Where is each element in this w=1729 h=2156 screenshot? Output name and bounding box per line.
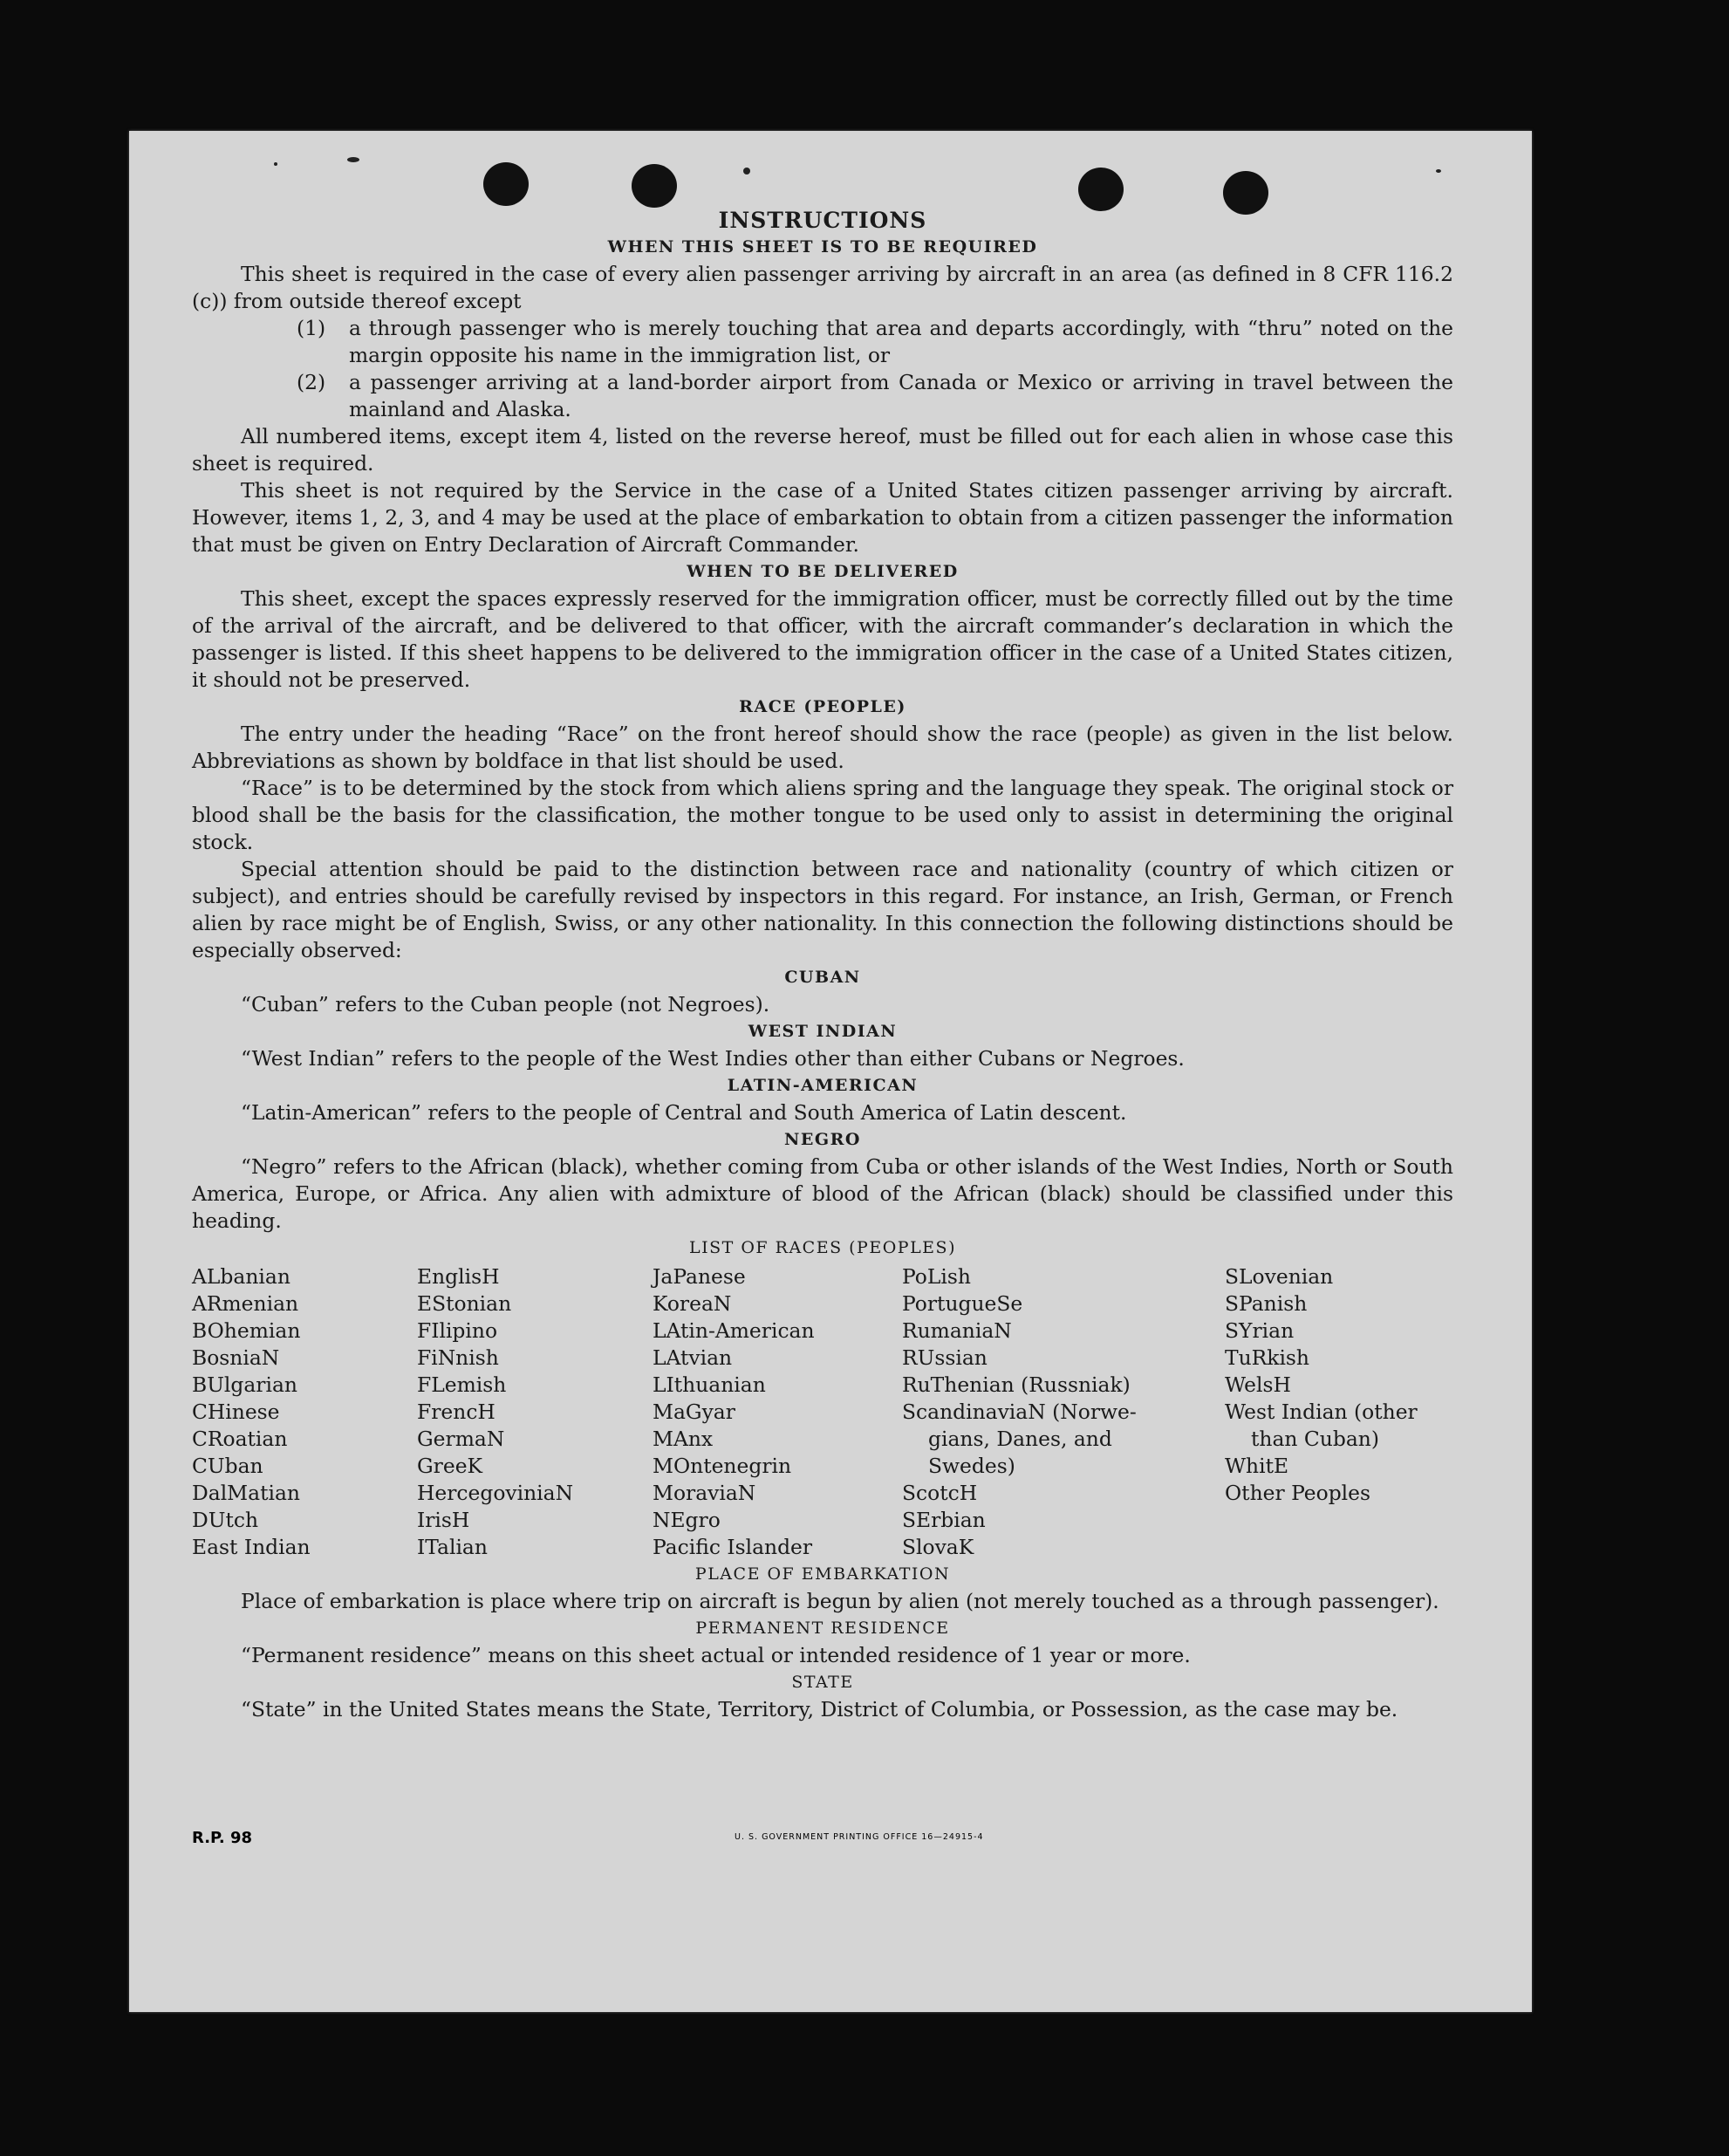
race-entry-continued: Swedes) [928,1454,1015,1478]
heading-list-of-races: LIST OF RACES (PEOPLES) [689,1238,956,1257]
heading-cuban: CUBAN [784,968,861,987]
race-entry: DalMatian [192,1481,300,1505]
punch-hole [483,162,529,206]
printer-imprint: U. S. GOVERNMENT PRINTING OFFICE 16—24915-4 [735,1832,984,1842]
race-entry: JaPanese [653,1264,746,1289]
permanent-residence-definition: “Permanent residence” means on this sheet actual or intended residence of 1 year or more. [241,1643,1191,1667]
race-entry: ITalian [417,1535,488,1559]
race-entry: LAtin-American [653,1318,815,1343]
race-entry: NEgro [653,1508,721,1532]
heading-place-of-embarkation: PLACE OF EMBARKATION [694,1564,951,1584]
races-column-3 [653,1263,902,1561]
race-entry: ALbanian [192,1264,290,1289]
heading-when-delivered: WHEN TO BE DELIVERED [687,562,959,581]
race-paragraph-3: Special attention should be paid to the distinction between race and nationality (country of which citizen or subject), and entries should be carefully revised by inspectors in this regard. For instance, an Irish, German, or French alien by race might be of English, Swiss, or any other nationality. In this connection the following distinctions should be especially observed: [192,857,1453,962]
race-entry: WelsH [1225,1372,1291,1397]
exception-text: a passenger arriving at a land-border airport from Canada or Mexico or arriving in travel between the mainland and Alaska. [349,370,1453,421]
race-entry: GreeK [417,1454,483,1478]
speck [743,168,750,175]
when-required-paragraph-3: This sheet is not required by the Service in the case of a United States citizen passenger arriving by aircraft. However, items 1, 2, 3, and 4 may be used at the place of embarkation to obtain from a citizen passenger the information that must be given on Entry Declaration of Aircraft Commander. [192,478,1453,557]
race-entry: BUlgarian [192,1372,297,1397]
race-entry: BosniaN [192,1345,280,1370]
race-entry: MoraviaN [653,1481,756,1505]
race-entry: WhitE [1225,1454,1289,1478]
race-entry-continued: gians, Danes, and [928,1427,1112,1451]
race-entry: SErbian [902,1508,986,1532]
heading-permanent-residence: PERMANENT RESIDENCE [695,1619,950,1638]
cuban-definition: “Cuban” refers to the Cuban people (not Negroes). [241,992,770,1016]
race-paragraph-1: The entry under the heading “Race” on the front hereof should show the race (people) as given in the list below. Abbreviations as shown by boldface in that list should be used. [192,722,1453,773]
race-entry: ScandinaviaN (Norwe- [902,1400,1137,1424]
race-entry: Pacific Islander [653,1535,813,1559]
race-paragraph-2: “Race” is to be determined by the stock from which aliens spring and the language they speak. The original stock or blood shall be the basis for the classification, the mother tongue to be used only to assist in determining the original stock. [192,776,1453,854]
race-entry: FLemish [417,1372,507,1397]
race-entry: FIlipino [417,1318,498,1343]
race-entry: MaGyar [653,1400,735,1424]
race-entry: KoreaN [653,1291,732,1316]
races-column-2 [417,1263,653,1561]
punch-hole [632,164,677,208]
race-entry: TuRkish [1225,1345,1310,1370]
heading-state: STATE [791,1673,854,1692]
speck [1436,169,1441,173]
race-entry: East Indian [192,1535,311,1559]
races-list [192,1263,1453,1561]
when-required-intro: This sheet is required in the case of every alien passenger arriving by aircraft in an area (as defined in 8 CFR 116.2 (c)) from outside thereof except [192,262,1453,313]
race-entry: FrencH [417,1400,495,1424]
page-title: INSTRUCTIONS [718,208,927,233]
race-entry: RuThenian (Russniak) [902,1372,1131,1397]
exception-item [192,315,1453,369]
race-entry: FiNnish [417,1345,499,1370]
punch-hole [1078,168,1124,211]
exception-text: a through passenger who is merely touching that area and departs accordingly, with “thru” noted on the margin opposite his name in the immigration list, or [349,316,1453,367]
west-indian-definition: “West Indian” refers to the people of the West Indies other than either Cubans or Negroes. [241,1046,1185,1071]
race-entry: MOntenegrin [653,1454,792,1478]
race-entry: SLovenian [1225,1264,1334,1289]
race-entry: MAnx [653,1427,714,1451]
exception-item [192,369,1453,423]
race-entry: LIthuanian [653,1372,766,1397]
race-entry-continued: than Cuban) [1251,1427,1379,1451]
heading-negro: NEGRO [784,1130,861,1149]
race-entry: CUban [192,1454,263,1478]
race-entry: CHinese [192,1400,280,1424]
state-definition: “State” in the United States means the State, Territory, District of Columbia, or Possession, as the case may be. [241,1697,1398,1721]
form-number: R.P. 98 [192,1829,253,1847]
race-entry: LAtvian [653,1345,733,1370]
when-required-paragraph-2: All numbered items, except item 4, listed on the reverse hereof, must be filled out for each alien in whose case this sheet is required. [192,424,1453,476]
race-entry: ScotcH [902,1481,978,1505]
race-entry: EStonian [417,1291,512,1316]
latin-american-definition: “Latin-American” refers to the people of Central and South America of Latin descent. [241,1100,1127,1125]
race-entry: SPanish [1225,1291,1308,1316]
race-entry: ARmenian [192,1291,299,1316]
race-entry: RUssian [902,1345,988,1370]
races-column-4 [902,1263,1225,1561]
race-entry: HercegoviniaN [417,1481,574,1505]
race-entry: PoLish [902,1264,971,1289]
heading-latin-american: LATIN-AMERICAN [727,1076,919,1095]
race-entry: West Indian (other [1225,1400,1418,1424]
when-delivered-paragraph: This sheet, except the spaces expressly reserved for the immigration officer, must be correctly filled out by the time of the arrival of the aircraft, and be delivered to that officer, with the aircraft commander’s declaration in which the passenger is listed. If this sheet happens to be delivered to the immigration officer in the case of a United States citizen, it should not be preserved. [192,586,1453,692]
place-of-embarkation-definition: Place of embarkation is place where trip on aircraft is begun by alien (not merely touched as a through passenger). [241,1589,1439,1613]
race-entry: GermaN [417,1427,505,1451]
races-column-5 [1225,1263,1452,1561]
race-entry: RumaniaN [902,1318,1012,1343]
instruction-sheet [129,131,1532,2012]
race-entry: IrisH [417,1508,470,1532]
instructions-content [192,208,1453,1723]
negro-definition: “Negro” refers to the African (black), whether coming from Cuba or other islands of the West Indies, North or South America, Europe, or Africa. Any alien with admixture of blood of the African (black) should be classified under this heading. [192,1154,1453,1233]
speck [274,162,277,166]
race-entry: Other Peoples [1225,1481,1371,1505]
race-entry: DUtch [192,1508,259,1532]
exception-number: (1) [297,316,326,340]
exception-number: (2) [297,370,326,394]
race-entry: EnglisH [417,1264,500,1289]
heading-west-indian: WEST INDIAN [748,1022,898,1041]
races-column-1 [192,1263,417,1561]
race-entry: SYrian [1225,1318,1295,1343]
race-entry: PortugueSe [902,1291,1023,1316]
race-entry: BOhemian [192,1318,301,1343]
footer [192,1829,1453,1855]
race-entry: CRoatian [192,1427,288,1451]
heading-race: RACE (PEOPLE) [739,697,906,716]
heading-when-required: WHEN THIS SHEET IS TO BE REQUIRED [607,237,1038,257]
race-entry: SlovaK [902,1535,974,1559]
speck [347,157,359,162]
